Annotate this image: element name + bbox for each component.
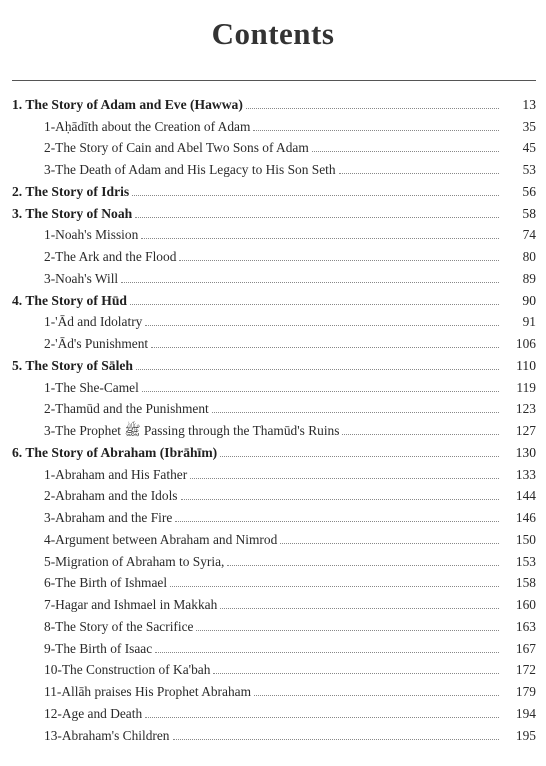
toc-page-number: 150	[515, 531, 536, 547]
toc-entry-title: 4. The Story of Hūd	[12, 292, 127, 308]
table-of-contents	[12, 91, 536, 744]
toc-page-number: 56	[522, 183, 536, 199]
toc-page-number: 194	[515, 705, 536, 721]
dot-leader	[179, 260, 499, 261]
dot-leader	[213, 673, 499, 674]
toc-entry-title: 1-Aḥādīth about the Creation of Adam	[44, 118, 251, 134]
dot-leader	[339, 173, 499, 174]
toc-section-entry[interactable]	[12, 461, 536, 483]
toc-section-entry[interactable]	[12, 156, 536, 178]
toc-entry-title: 3-The Prophet ﷺ Passing through the Thamūd's Ruins	[44, 423, 340, 438]
dot-leader	[136, 369, 499, 370]
dot-leader	[220, 608, 499, 609]
toc-page-number: 130	[515, 444, 536, 460]
toc-page-number: 158	[515, 575, 536, 591]
toc-entry-title: 10-The Construction of Ka'bah	[44, 662, 211, 678]
toc-entry-title: 1-Abraham and His Father	[44, 466, 188, 482]
dot-leader	[253, 130, 499, 131]
toc-page-number: 167	[515, 640, 536, 656]
dot-leader	[170, 586, 499, 587]
dot-leader	[155, 652, 499, 653]
toc-entry-title: 7-Hagar and Ishmael in Makkah	[44, 597, 218, 612]
toc-entry-title: 8-The Story of the Sacrifice	[44, 618, 194, 634]
toc-entry-title: 11-Allāh praises His Prophet Abraham	[44, 684, 252, 699]
toc-section-entry[interactable]	[12, 113, 536, 135]
toc-page-number: 160	[515, 597, 536, 612]
toc-entry-title: 5. The Story of Sāleh	[12, 357, 133, 373]
dot-leader	[121, 282, 499, 283]
toc-page-number: 106	[515, 336, 536, 351]
toc-page-number: 53	[522, 162, 536, 177]
toc-section-entry[interactable]	[12, 548, 536, 570]
title-divider	[12, 80, 536, 81]
toc-entry-title: 12-Age and Death	[44, 705, 143, 721]
dot-leader	[312, 151, 499, 152]
toc-page-number: 123	[515, 401, 536, 417]
toc-entry-title: 1. The Story of Adam and Eve (Hawwa)	[12, 96, 243, 112]
toc-page-number: 153	[515, 553, 536, 569]
toc-entry-title: 3-Abraham and the Fire	[44, 510, 173, 525]
page-title: Contents	[211, 16, 335, 51]
toc-entry-title: 2-The Story of Cain and Abel Two Sons of Adam	[44, 140, 309, 156]
toc-entry-title: 3-Noah's Will	[44, 270, 119, 286]
toc-chapter-entry[interactable]	[12, 91, 536, 113]
toc-chapter-entry[interactable]	[12, 287, 536, 309]
toc-page-number: 89	[522, 270, 536, 286]
toc-section-entry[interactable]	[12, 374, 536, 396]
dot-leader	[145, 717, 499, 718]
toc-entry-title: 1-The She-Camel	[44, 379, 139, 395]
dot-leader	[342, 434, 499, 435]
toc-page-number: 91	[522, 314, 536, 330]
toc-section-entry[interactable]	[12, 135, 536, 157]
toc-page-number: 45	[522, 140, 536, 156]
toc-entry-title: 1-Noah's Mission	[44, 227, 139, 243]
dot-leader	[246, 108, 499, 109]
toc-section-entry[interactable]	[12, 309, 536, 331]
dot-leader	[130, 304, 499, 305]
toc-section-entry[interactable]	[12, 613, 536, 635]
toc-section-entry[interactable]	[12, 635, 536, 657]
toc-entry-title: 6. The Story of Abraham (Ibrāhīm)	[12, 444, 218, 460]
toc-section-entry[interactable]	[12, 570, 536, 592]
toc-section-entry[interactable]	[12, 243, 536, 265]
dot-leader	[254, 695, 499, 696]
toc-page-number: 35	[522, 118, 536, 134]
toc-page-number: 195	[515, 727, 536, 743]
dot-leader	[181, 499, 500, 500]
toc-page-number: 127	[515, 423, 536, 438]
toc-entry-title: 1-'Ād and Idolatry	[44, 314, 143, 330]
toc-section-entry[interactable]	[12, 265, 536, 287]
toc-page-number: 172	[515, 662, 536, 678]
toc-entry-title: 2-The Ark and the Flood	[44, 249, 177, 264]
dot-leader	[280, 543, 499, 544]
dot-leader	[227, 565, 499, 566]
toc-entry-title: 2. The Story of Idris	[12, 183, 130, 199]
toc-section-entry[interactable]	[12, 678, 536, 700]
dot-leader	[190, 478, 499, 479]
toc-entry-title: 3-The Death of Adam and His Legacy to His Son Seth	[44, 162, 336, 177]
toc-section-entry[interactable]	[12, 722, 536, 744]
toc-section-entry[interactable]	[12, 396, 536, 418]
dot-leader	[132, 195, 499, 196]
toc-chapter-entry[interactable]	[12, 352, 536, 374]
toc-entry-title: 13-Abraham's Children	[44, 727, 170, 743]
toc-section-entry[interactable]	[12, 483, 536, 505]
dot-leader	[173, 739, 499, 740]
dot-leader	[151, 347, 499, 348]
dot-leader	[196, 630, 499, 631]
toc-page-number: 144	[515, 488, 536, 504]
toc-entry-title: 4-Argument between Abraham and Nimrod	[44, 531, 278, 547]
toc-page-number: 133	[515, 466, 536, 482]
dot-leader	[212, 412, 499, 413]
dot-leader	[135, 217, 499, 218]
toc-entry-title: 2-Thamūd and the Punishment	[44, 401, 209, 417]
toc-entry-title: 3. The Story of Noah	[12, 205, 133, 221]
dot-leader	[175, 521, 499, 522]
toc-section-entry[interactable]	[12, 526, 536, 548]
toc-chapter-entry[interactable]	[12, 178, 536, 200]
toc-entry-title: 2-Abraham and the Idols	[44, 488, 178, 504]
toc-section-entry[interactable]	[12, 417, 536, 439]
toc-entry-title: 6-The Birth of Ishmael	[44, 575, 168, 591]
toc-page-number: 80	[522, 249, 536, 264]
dot-leader	[142, 391, 499, 392]
toc-page-number: 90	[522, 292, 536, 308]
toc-section-entry[interactable]	[12, 222, 536, 244]
toc-chapter-entry[interactable]	[12, 439, 536, 461]
dot-leader	[141, 238, 499, 239]
toc-section-entry[interactable]	[12, 591, 536, 613]
toc-section-entry[interactable]	[12, 700, 536, 722]
toc-page-number: 163	[515, 618, 536, 634]
dot-leader	[220, 456, 499, 457]
toc-entry-title: 5-Migration of Abraham to Syria,	[44, 553, 225, 569]
toc-page-number: 110	[516, 357, 536, 373]
toc-page-number: 13	[522, 96, 536, 112]
toc-page-number: 58	[522, 205, 536, 221]
dot-leader	[145, 325, 499, 326]
toc-section-entry[interactable]	[12, 330, 536, 352]
toc-chapter-entry[interactable]	[12, 200, 536, 222]
toc-entry-title: 2-'Ād's Punishment	[44, 336, 149, 351]
toc-page-number: 74	[522, 227, 536, 243]
toc-page-number: 179	[515, 684, 536, 699]
toc-page-number: 119	[516, 379, 536, 395]
toc-section-entry[interactable]	[12, 657, 536, 679]
toc-entry-title: 9-The Birth of Isaac	[44, 640, 153, 656]
toc-page-number: 146	[515, 510, 536, 525]
toc-section-entry[interactable]	[12, 504, 536, 526]
